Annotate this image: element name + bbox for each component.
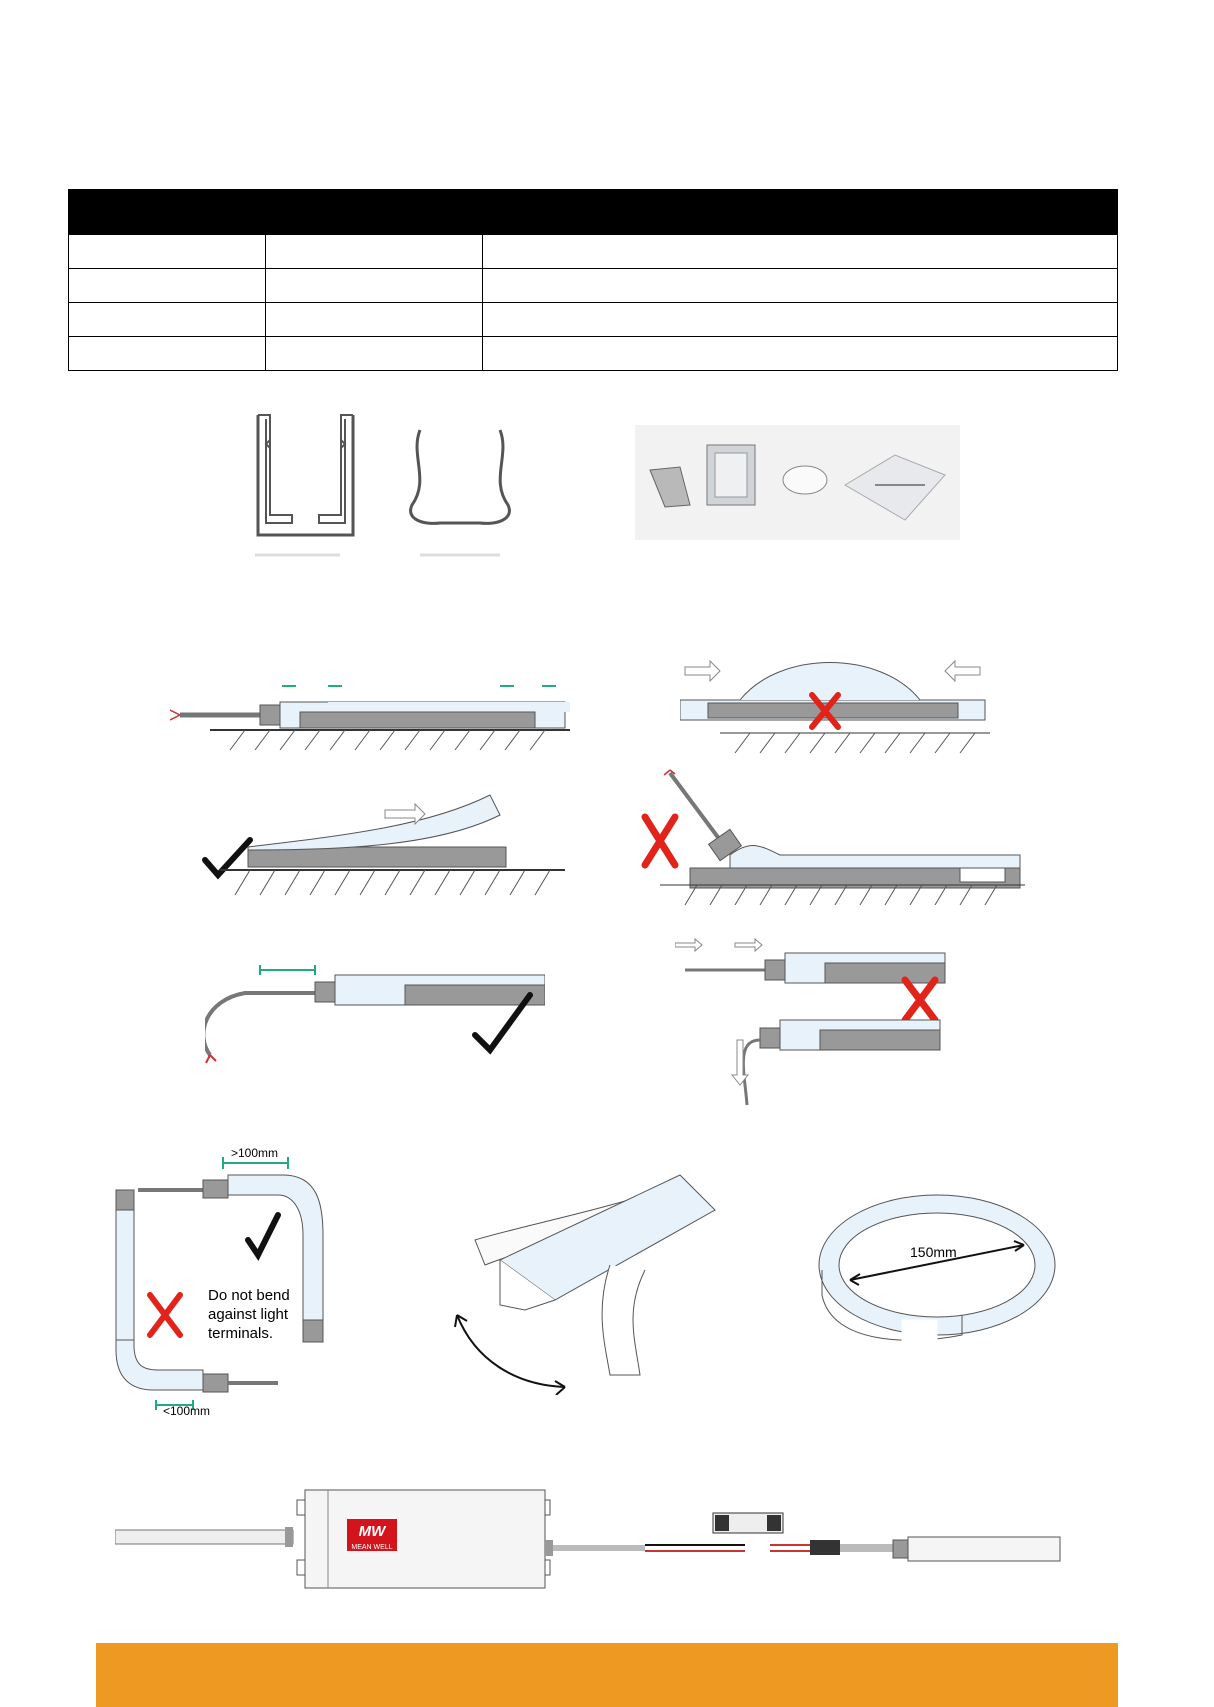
install-diagram-no-compression [680,655,995,755]
footer-bar [96,1643,1118,1707]
table-cell [483,337,1118,371]
table-cell [266,235,483,269]
install-diagram-end-spacing [170,660,570,755]
table-cell [266,303,483,337]
install-diagram-no-twist [675,935,955,1115]
meanwell-logo-icon [347,1519,397,1551]
table-cell [266,269,483,303]
flex-direction-diagram [445,1170,725,1395]
bend-radius-diagram [108,1145,408,1415]
table-cell [69,303,266,337]
table-cell [483,303,1118,337]
install-diagram-slide-in [200,790,570,900]
logo-mark: MW [358,1523,386,1540]
table-row [69,235,1118,269]
mounting-channel-profile [230,405,380,560]
logo-text: MEAN WELL [351,1544,393,1551]
driver-wiring-diagram [115,1485,1065,1600]
mounting-clip-profile [400,425,520,565]
table-header-cell [483,190,1118,235]
install-diagram-cable-slack [205,955,545,1065]
spacing-label-bottom: <100mm [163,1404,211,1415]
table-cell [69,337,266,371]
warning-line-2: against light [208,1306,289,1323]
table-header-cell [266,190,483,235]
table-cell [69,235,266,269]
warning-line-3: terminals. [208,1325,274,1342]
table-cell [69,269,266,303]
table-row [69,303,1118,337]
table-cell [483,235,1118,269]
table-cell [266,337,483,371]
table-row [69,269,1118,303]
table-row [69,337,1118,371]
diameter-label: 150mm [910,1244,957,1260]
warning-line-1: Do not bend [208,1287,290,1304]
install-diagram-no-cable-pull [640,765,1030,905]
table-cell [483,269,1118,303]
spacing-label-top: >100mm [231,1146,279,1160]
coil-diameter-diagram [812,1185,1062,1370]
accessories-photo [635,425,960,540]
table-header-row [69,190,1118,235]
spec-table [68,189,1118,371]
table-header-cell [69,190,266,235]
